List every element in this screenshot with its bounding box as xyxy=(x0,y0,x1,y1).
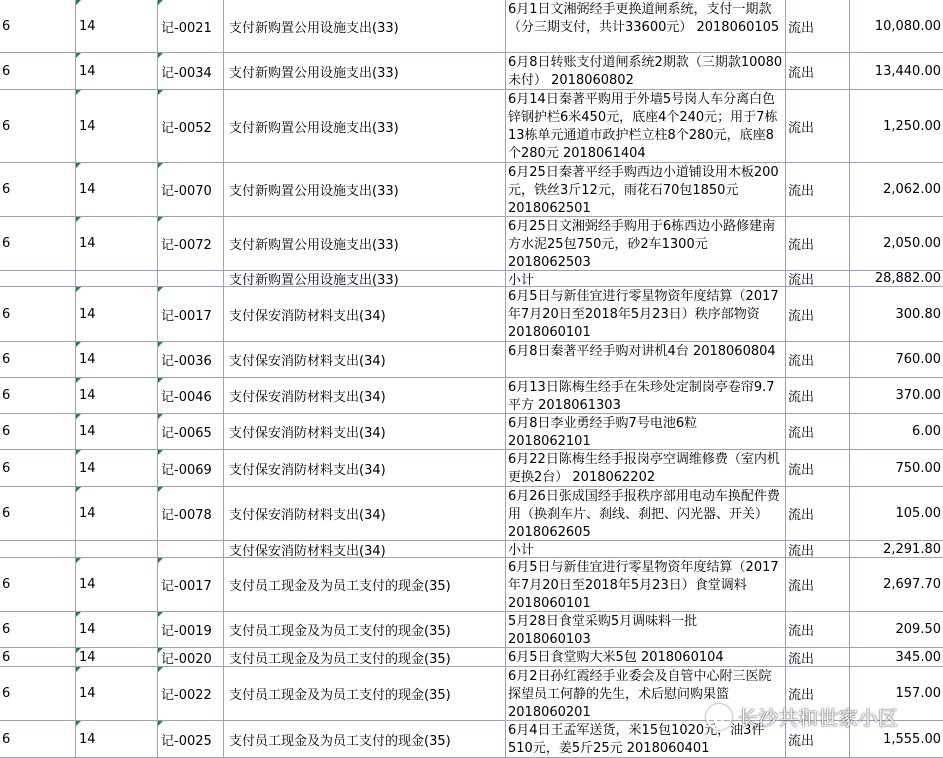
month-value: 6 xyxy=(2,118,11,134)
month-cell[interactable] xyxy=(0,163,76,216)
flow-type-cell[interactable] xyxy=(786,414,850,449)
voucher-cell[interactable] xyxy=(158,163,224,216)
description-value: 6月22日陈梅生经手报岗亭空调维修费（室内机更换2台） 2018062202 xyxy=(508,452,780,485)
day-value xyxy=(76,271,157,286)
description-cell[interactable] xyxy=(506,217,786,270)
voucher-cell[interactable] xyxy=(158,271,224,286)
amount-cell[interactable] xyxy=(850,648,943,666)
text-number-indicator-icon xyxy=(158,414,163,419)
category-value: 支付员工现金及为员工支付的现金(35) xyxy=(229,579,451,594)
voucher-value: 记-0046 xyxy=(161,390,212,405)
text-number-indicator-icon xyxy=(158,667,163,672)
voucher-value: 记-0052 xyxy=(161,120,212,136)
text-number-indicator-icon xyxy=(76,287,81,292)
flow-type-value: 流出 xyxy=(788,579,815,594)
voucher-cell[interactable] xyxy=(158,0,224,52)
table-row xyxy=(0,378,943,414)
month-cell[interactable] xyxy=(0,0,76,52)
flow-type-cell[interactable] xyxy=(786,612,850,647)
day-value: 14 xyxy=(79,649,96,665)
text-number-indicator-icon xyxy=(76,90,81,95)
month-value xyxy=(0,271,75,286)
day-value: 14 xyxy=(79,236,96,251)
month-cell[interactable] xyxy=(0,271,76,286)
amount-value: 1,250.00 xyxy=(883,118,941,134)
month-value: 6 xyxy=(2,424,11,439)
category-cell[interactable] xyxy=(224,558,506,611)
month-value: 6 xyxy=(2,236,11,251)
voucher-cell[interactable] xyxy=(158,342,224,377)
flow-type-value: 流出 xyxy=(788,624,815,639)
day-value xyxy=(76,541,157,557)
flow-type-value: 流出 xyxy=(788,508,815,523)
day-value: 14 xyxy=(79,506,96,521)
category-value: 支付员工现金及为员工支付的现金(35) xyxy=(229,624,451,639)
amount-value: 28,882.00 xyxy=(874,271,941,286)
flow-type-value: 流出 xyxy=(788,273,815,286)
flow-type-cell[interactable] xyxy=(786,648,850,666)
category-cell[interactable] xyxy=(224,414,506,449)
description-cell[interactable] xyxy=(506,612,786,647)
description-cell[interactable] xyxy=(506,163,786,216)
month-cell[interactable] xyxy=(0,414,76,449)
day-cell[interactable] xyxy=(76,450,158,486)
description-value: 6月26日张成国经手报秩序部用电动车换配件费用（换刹车片、刹线、刹把、闪光器、开关）2018062605 xyxy=(508,489,780,540)
category-cell[interactable] xyxy=(224,342,506,377)
amount-value: 2,697.70 xyxy=(883,577,941,592)
day-cell[interactable] xyxy=(76,487,158,540)
description-value: 6月8日李业勇经手购7号电池6粒 2018062101 xyxy=(508,416,698,449)
day-value: 14 xyxy=(79,577,96,592)
flow-type-cell[interactable] xyxy=(786,378,850,413)
month-cell[interactable] xyxy=(0,287,76,341)
text-number-indicator-icon xyxy=(158,53,163,58)
flow-type-value: 流出 xyxy=(788,120,815,136)
text-number-indicator-icon xyxy=(158,487,163,492)
amount-cell[interactable] xyxy=(850,287,943,341)
amount-value: 2,062.00 xyxy=(883,182,941,197)
flow-type-cell[interactable] xyxy=(786,217,850,270)
text-number-indicator-icon xyxy=(76,0,81,5)
flow-type-cell[interactable] xyxy=(786,287,850,341)
wechat-logo-icon xyxy=(706,704,732,730)
category-cell[interactable] xyxy=(224,271,506,286)
month-cell[interactable] xyxy=(0,53,76,89)
text-number-indicator-icon xyxy=(76,487,81,492)
category-value: 支付新购置公用设施支出(33) xyxy=(229,238,399,253)
flow-type-cell[interactable] xyxy=(786,450,850,486)
table-row xyxy=(0,648,943,667)
month-value xyxy=(0,541,75,557)
category-cell[interactable] xyxy=(224,612,506,647)
description-cell[interactable] xyxy=(506,271,786,286)
month-cell[interactable] xyxy=(0,612,76,647)
day-value: 14 xyxy=(79,118,96,134)
month-value: 6 xyxy=(2,352,11,367)
day-cell[interactable] xyxy=(76,53,158,89)
day-cell[interactable] xyxy=(76,541,158,557)
day-cell[interactable] xyxy=(76,90,158,162)
flow-type-value: 流出 xyxy=(788,390,815,405)
day-value: 14 xyxy=(79,63,96,79)
flow-type-value: 流出 xyxy=(788,354,815,369)
amount-cell[interactable] xyxy=(850,378,943,413)
description-value: 6月5日与新佳宜进行零星物资年度结算（2017年7月20日至2018年5月23日）食堂调料 2018060101 xyxy=(508,560,779,611)
text-number-indicator-icon xyxy=(76,378,81,383)
text-number-indicator-icon xyxy=(76,53,81,58)
amount-cell[interactable] xyxy=(850,541,943,557)
watermark xyxy=(706,702,898,731)
text-number-indicator-icon xyxy=(158,612,163,617)
text-number-indicator-icon xyxy=(158,90,163,95)
text-number-indicator-icon xyxy=(76,342,81,347)
flow-type-cell[interactable] xyxy=(786,163,850,216)
table-row xyxy=(0,450,943,487)
day-cell[interactable] xyxy=(76,271,158,286)
table-row xyxy=(0,487,943,541)
voucher-value: 记-0065 xyxy=(161,426,212,441)
amount-value: 2,291.80 xyxy=(883,541,941,557)
flow-type-value: 流出 xyxy=(788,238,815,253)
description-value: 6月8日转账支付道闸系统2期款（三期款10080未付） 2018060802 xyxy=(508,55,783,88)
description-value: 6月1日文湘弼经手更换道闸系统，支付一期款（分三期支付，共计33600元） 2018060105 xyxy=(508,2,780,35)
description-value: 小计 xyxy=(508,543,535,557)
description-cell[interactable] xyxy=(506,450,786,486)
text-number-indicator-icon xyxy=(158,558,163,563)
table-row xyxy=(0,541,943,558)
voucher-cell[interactable] xyxy=(158,667,224,720)
month-cell[interactable] xyxy=(0,487,76,540)
table-row xyxy=(0,271,943,287)
flow-type-cell[interactable] xyxy=(786,342,850,377)
flow-type-cell[interactable] xyxy=(786,90,850,162)
category-cell[interactable] xyxy=(224,450,506,486)
description-cell[interactable] xyxy=(506,342,786,377)
voucher-cell[interactable] xyxy=(158,721,224,757)
month-value: 6 xyxy=(2,388,11,403)
day-cell[interactable] xyxy=(76,612,158,647)
month-value: 6 xyxy=(2,686,11,701)
voucher-value: 记-0069 xyxy=(161,462,212,478)
text-number-indicator-icon xyxy=(158,378,163,383)
text-number-indicator-icon xyxy=(158,0,163,5)
voucher-value: 记-0070 xyxy=(161,184,212,199)
day-value: 14 xyxy=(79,424,96,439)
voucher-value: 记-0025 xyxy=(161,733,212,749)
day-cell[interactable] xyxy=(76,287,158,341)
amount-value: 6.00 xyxy=(912,424,941,439)
text-number-indicator-icon xyxy=(76,163,81,168)
amount-cell[interactable] xyxy=(850,217,943,270)
category-cell[interactable] xyxy=(224,90,506,162)
amount-value: 13,440.00 xyxy=(874,63,941,79)
voucher-value: 记-0020 xyxy=(161,651,212,666)
description-value: 6月4日王孟军送货，米15包1020元，油3件510元，姜5斤25元 2018060401 xyxy=(508,723,765,756)
table-row xyxy=(0,53,943,90)
description-cell[interactable] xyxy=(506,378,786,413)
amount-value: 300.80 xyxy=(895,306,941,322)
day-cell[interactable] xyxy=(76,721,158,757)
month-cell[interactable] xyxy=(0,721,76,757)
voucher-value xyxy=(158,271,223,286)
flow-type-value: 流出 xyxy=(788,20,815,36)
month-cell[interactable] xyxy=(0,90,76,162)
day-value: 14 xyxy=(79,352,96,367)
month-cell[interactable] xyxy=(0,217,76,270)
category-value: 支付保安消防材料支出(34) xyxy=(229,390,386,405)
month-value: 6 xyxy=(2,577,11,592)
voucher-cell[interactable] xyxy=(158,53,224,89)
month-cell[interactable] xyxy=(0,558,76,611)
amount-value: 157.00 xyxy=(895,686,941,701)
description-cell[interactable] xyxy=(506,487,786,540)
month-cell[interactable] xyxy=(0,667,76,720)
text-number-indicator-icon xyxy=(158,342,163,347)
flow-type-value: 流出 xyxy=(788,733,815,749)
description-cell[interactable] xyxy=(506,414,786,449)
category-cell[interactable] xyxy=(224,0,506,52)
table-row xyxy=(0,612,943,648)
voucher-cell[interactable] xyxy=(158,217,224,270)
description-cell[interactable] xyxy=(506,53,786,89)
description-value: 6月8日秦著平经手购对讲机4台 2018060804 xyxy=(508,344,776,359)
amount-cell[interactable] xyxy=(850,90,943,162)
description-value: 6月25日秦著平经手购西边小道铺设用木板200元，铁丝3斤12元，雨花石70包1850元 2018062501 xyxy=(508,165,779,216)
month-value: 6 xyxy=(2,18,11,34)
text-number-indicator-icon xyxy=(76,612,81,617)
amount-cell[interactable] xyxy=(850,414,943,449)
category-cell[interactable] xyxy=(224,287,506,341)
day-cell[interactable] xyxy=(76,648,158,666)
table-row xyxy=(0,90,943,163)
month-value: 6 xyxy=(2,731,11,747)
description-value: 5月28日食堂采购5月调味料一批 2018060103 xyxy=(508,614,698,647)
flow-type-value: 流出 xyxy=(788,184,815,199)
day-cell[interactable] xyxy=(76,558,158,611)
voucher-value: 记-0017 xyxy=(161,308,212,324)
month-cell[interactable] xyxy=(0,342,76,377)
description-cell[interactable] xyxy=(506,0,786,52)
amount-value: 2,050.00 xyxy=(883,236,941,251)
category-value: 支付新购置公用设施支出(33) xyxy=(229,120,399,136)
category-value: 支付员工现金及为员工支付的现金(35) xyxy=(229,651,451,666)
voucher-cell[interactable] xyxy=(158,450,224,486)
category-value: 支付保安消防材料支出(34) xyxy=(229,354,386,369)
day-cell[interactable] xyxy=(76,378,158,413)
day-value: 14 xyxy=(79,18,96,34)
day-cell[interactable] xyxy=(76,217,158,270)
voucher-cell[interactable] xyxy=(158,487,224,540)
text-number-indicator-icon xyxy=(76,721,81,726)
amount-cell[interactable] xyxy=(850,271,943,286)
description-value: 6月5日食堂购大米5包 2018060104 xyxy=(508,650,724,665)
voucher-cell[interactable] xyxy=(158,558,224,611)
description-value: 6月2日孙红霞经手业委会及自管中心附三医院探望员工何静的先生，术后慰问购果篮 2018060201 xyxy=(508,669,772,720)
flow-type-cell[interactable] xyxy=(786,558,850,611)
category-cell[interactable] xyxy=(224,721,506,757)
voucher-cell[interactable] xyxy=(158,90,224,162)
table-row xyxy=(0,0,943,53)
category-value: 支付新购置公用设施支出(33) xyxy=(229,65,399,81)
description-value: 6月25日文湘弼经手购用于6栋西边小路修建南方水泥25包750元，砂2车1300元 2018062503 xyxy=(508,219,776,270)
text-number-indicator-icon xyxy=(158,287,163,292)
flow-type-value: 流出 xyxy=(788,65,815,81)
text-number-indicator-icon xyxy=(158,450,163,455)
day-value: 14 xyxy=(79,306,96,322)
month-value: 6 xyxy=(2,63,11,79)
table-row xyxy=(0,414,943,450)
description-cell[interactable] xyxy=(506,287,786,341)
amount-cell[interactable] xyxy=(850,342,943,377)
flow-type-cell[interactable] xyxy=(786,0,850,52)
month-value: 6 xyxy=(2,306,11,322)
day-cell[interactable] xyxy=(76,342,158,377)
day-value: 14 xyxy=(79,731,96,747)
voucher-cell[interactable] xyxy=(158,648,224,666)
text-number-indicator-icon xyxy=(76,558,81,563)
category-cell[interactable] xyxy=(224,217,506,270)
flow-type-value: 流出 xyxy=(788,426,815,441)
flow-type-value: 流出 xyxy=(788,543,815,557)
description-value: 小计 xyxy=(508,273,535,286)
description-value: 6月5日与新佳宜进行零星物资年度结算（2017年7月20日至2018年5月23日）秩序部物资 2018060101 xyxy=(508,289,779,340)
text-number-indicator-icon xyxy=(158,648,163,653)
month-cell[interactable] xyxy=(0,378,76,413)
amount-value: 370.00 xyxy=(895,388,941,403)
month-cell[interactable] xyxy=(0,450,76,486)
day-cell[interactable] xyxy=(76,0,158,52)
category-value: 支付新购置公用设施支出(33) xyxy=(229,273,399,286)
category-value: 支付保安消防材料支出(34) xyxy=(229,462,386,478)
voucher-cell[interactable] xyxy=(158,541,224,557)
category-value: 支付保安消防材料支出(34) xyxy=(229,308,386,324)
month-value: 6 xyxy=(2,649,11,665)
category-value: 支付保安消防材料支出(34) xyxy=(229,508,386,523)
description-cell[interactable] xyxy=(506,648,786,666)
voucher-value: 记-0072 xyxy=(161,238,212,253)
amount-value: 209.50 xyxy=(895,622,941,637)
month-cell[interactable] xyxy=(0,541,76,557)
month-cell[interactable] xyxy=(0,648,76,666)
flow-type-value: 流出 xyxy=(788,308,815,324)
category-cell[interactable] xyxy=(224,667,506,720)
day-value: 14 xyxy=(79,686,96,701)
day-cell[interactable] xyxy=(76,163,158,216)
watermark-text: 长沙共和世家小区 xyxy=(738,706,898,730)
voucher-value: 记-0021 xyxy=(161,20,212,36)
description-cell[interactable] xyxy=(506,90,786,162)
amount-cell[interactable] xyxy=(850,612,943,647)
amount-cell[interactable] xyxy=(850,487,943,540)
voucher-value xyxy=(158,541,223,557)
amount-cell[interactable] xyxy=(850,0,943,52)
day-cell[interactable] xyxy=(76,667,158,720)
amount-cell[interactable] xyxy=(850,163,943,216)
category-cell[interactable] xyxy=(224,541,506,557)
voucher-value: 记-0078 xyxy=(161,508,212,523)
category-value: 支付新购置公用设施支出(33) xyxy=(229,20,399,36)
description-cell[interactable] xyxy=(506,558,786,611)
description-value: 6月13日陈梅生经手在朱珍处定制岗亭卷帘9.7平方 2018061303 xyxy=(508,380,775,413)
voucher-cell[interactable] xyxy=(158,287,224,341)
amount-value: 760.00 xyxy=(895,352,941,367)
flow-type-value: 流出 xyxy=(788,651,815,666)
flow-type-value: 流出 xyxy=(788,462,815,478)
text-number-indicator-icon xyxy=(76,217,81,222)
amount-value: 750.00 xyxy=(895,460,941,476)
voucher-value: 记-0019 xyxy=(161,624,212,639)
amount-cell[interactable] xyxy=(850,558,943,611)
day-value: 14 xyxy=(79,182,96,197)
category-value: 支付新购置公用设施支出(33) xyxy=(229,184,399,199)
text-number-indicator-icon xyxy=(158,217,163,222)
category-cell[interactable] xyxy=(224,53,506,89)
category-value: 支付保安消防材料支出(34) xyxy=(229,543,386,557)
day-value: 14 xyxy=(79,622,96,637)
text-number-indicator-icon xyxy=(76,667,81,672)
flow-type-cell[interactable] xyxy=(786,53,850,89)
description-value: 6月14日秦著平购用于外墙5号岗人车分离白色锌钢护栏6米450元，底座4个240元；用于7栋13栋单元通道市政护栏立柱8个280元，底座8个280元 2018061404 xyxy=(508,92,778,161)
category-value: 支付员工现金及为员工支付的现金(35) xyxy=(229,733,451,749)
table-row xyxy=(0,287,943,342)
day-cell[interactable] xyxy=(76,414,158,449)
voucher-cell[interactable] xyxy=(158,378,224,413)
table-row xyxy=(0,342,943,378)
category-value: 支付保安消防材料支出(34) xyxy=(229,426,386,441)
voucher-value: 记-0017 xyxy=(161,579,212,594)
voucher-value: 记-0036 xyxy=(161,354,212,369)
day-value: 14 xyxy=(79,388,96,403)
table-row xyxy=(0,558,943,612)
text-number-indicator-icon xyxy=(76,450,81,455)
flow-type-value: 流出 xyxy=(788,688,815,703)
flow-type-cell[interactable] xyxy=(786,541,850,557)
text-number-indicator-icon xyxy=(158,721,163,726)
description-cell[interactable] xyxy=(506,541,786,557)
voucher-value: 记-0022 xyxy=(161,688,212,703)
month-value: 6 xyxy=(2,460,11,476)
amount-value: 105.00 xyxy=(895,506,941,521)
flow-type-cell[interactable] xyxy=(786,271,850,286)
voucher-cell[interactable] xyxy=(158,414,224,449)
category-cell[interactable] xyxy=(224,648,506,666)
voucher-value: 记-0034 xyxy=(161,65,212,81)
amount-cell[interactable] xyxy=(850,53,943,89)
amount-value: 1,555.00 xyxy=(883,731,941,747)
month-value: 6 xyxy=(2,182,11,197)
table-row xyxy=(0,163,943,217)
day-value: 14 xyxy=(79,460,96,476)
amount-value: 10,080.00 xyxy=(874,18,941,34)
table-row xyxy=(0,217,943,271)
category-value: 支付员工现金及为员工支付的现金(35) xyxy=(229,688,451,703)
amount-value: 345.00 xyxy=(895,649,941,665)
text-number-indicator-icon xyxy=(158,163,163,168)
text-number-indicator-icon xyxy=(76,414,81,419)
flow-type-cell[interactable] xyxy=(786,487,850,540)
category-cell[interactable] xyxy=(224,163,506,216)
category-cell[interactable] xyxy=(224,378,506,413)
voucher-cell[interactable] xyxy=(158,612,224,647)
amount-cell[interactable] xyxy=(850,450,943,486)
month-value: 6 xyxy=(2,622,11,637)
month-value: 6 xyxy=(2,506,11,521)
category-cell[interactable] xyxy=(224,487,506,540)
text-number-indicator-icon xyxy=(76,648,81,653)
